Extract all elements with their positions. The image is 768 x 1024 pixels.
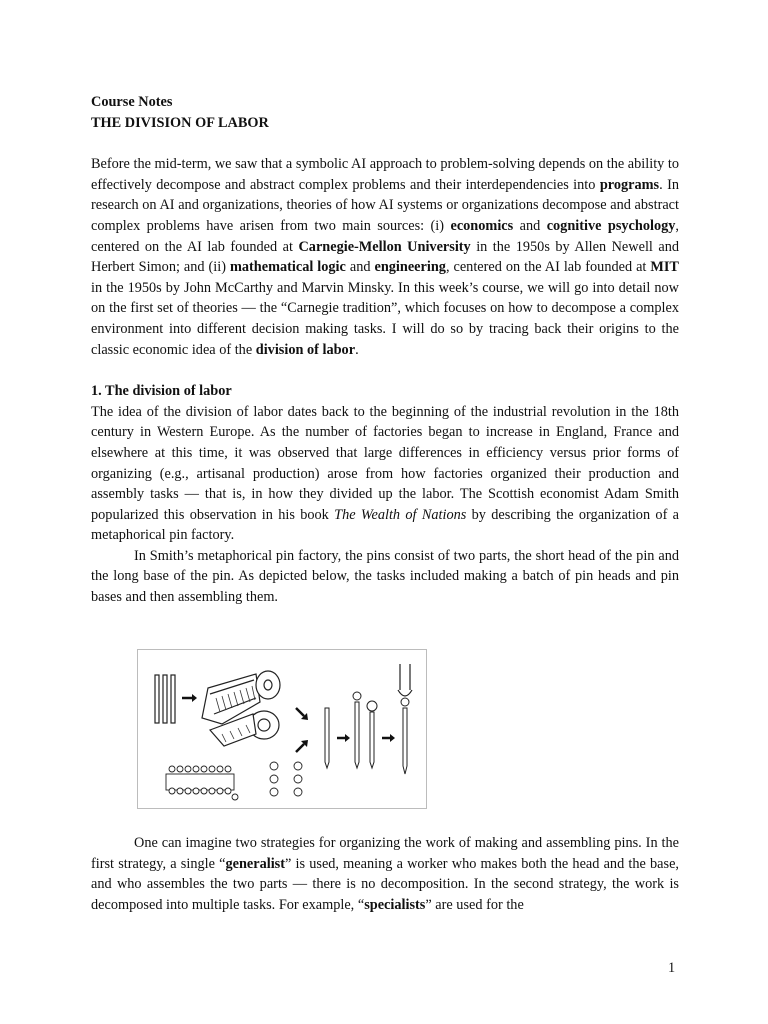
bold-term: MIT [650,259,679,276]
arrow-right-icon [345,734,350,742]
course-notes-label: Course Notes [91,94,173,110]
bold-term: engineering [374,259,446,276]
pin-base [325,708,329,768]
bold-term: Carnegie-Mellon University [298,238,471,255]
strategies-paragraph: One can imagine two strategies for organizing the work of making and assembling pins. In the first strategy, a single “generalist” is used, meaning a worker who makes both the head and the base, and who assembles the two parts — there is no decomposition. In the second strategy, the work is decomposed into multiple tasks. For example, “specialists” are used for the [91,835,680,913]
post-figure-text [91,833,679,915]
arrow-right-icon [390,734,395,742]
intro-paragraph: Before the mid-term, we saw that a symbolic AI approach to problem-solving depends on the ability to effectively decompose and abstract complex problems and their interdependencies into programs. In research on AI and organizations, theories of how AI systems or organizations decompose and abstract complex problems have arisen from two main sources: (i) economics and cognitive psychology, centered on the AI lab founded at Carnegie-Mellon University in the 1950s by Allen Newell and Herbert Simon; and (ii) mathematical logic and engineering, centered on the AI lab founded at MIT in the 1950s by John McCarthy and Marvin Minsky. In this week’s course, we will go into detail now on the first set of theories — the “Carnegie tradition”, which focuses on how to decompose a complex environment into different decision making tasks. I will do so by tracing back their origins to the classic economic idea of the division of labor. [91,156,680,358]
arrow-right-icon [192,694,197,702]
italic-title: The Wealth of Nations [334,506,467,523]
bold-term: division of labor [255,341,356,358]
bold-term: mathematical logic [229,259,346,276]
document-title: THE DIVISION OF LABOR [91,114,269,131]
pin-head-tray [166,774,234,790]
page-number: 1 [668,960,676,976]
bold-term: generalist [225,855,286,872]
bold-term: specialists [364,896,426,913]
wire-bar [163,675,167,723]
section-1-paragraph-2: In Smith’s metaphorical pin factory, the pins consist of two parts, the short head of the pin and the long base of the pin. As depicted below, the tasks included making a batch of pin heads and pin bases and then assembling them. [91,547,679,606]
pin-with-head [355,702,359,768]
pin-factory-illustration-icon [137,649,427,809]
wire-bar [155,675,159,723]
section-1-heading: 1. The division of labor [91,383,232,400]
bold-term: cognitive psychology [546,217,676,234]
bold-term: economics [450,217,514,234]
section-1-paragraph-1: The idea of the division of labor dates back to the beginning of the industrial revolution in the 18th century in Western Europe. As the number of factories began to increase in England, France and elsewhere at this time, it was observed that large differences in efficiency versus prior forms of organizing (e.g., artisanal production) arose from how factories organized their production and assembly tasks — that is, in how they divided up the labor. The Scottish economist Adam Smith popularized this observation in his book The Wealth of Nations by describing the organization of a metaphorical pin factory. [91,403,679,544]
pin-with-head [370,712,374,768]
wire-bar [171,675,175,723]
finished-pin [403,708,407,774]
bold-term: programs [599,176,660,193]
document-page [91,92,679,608]
